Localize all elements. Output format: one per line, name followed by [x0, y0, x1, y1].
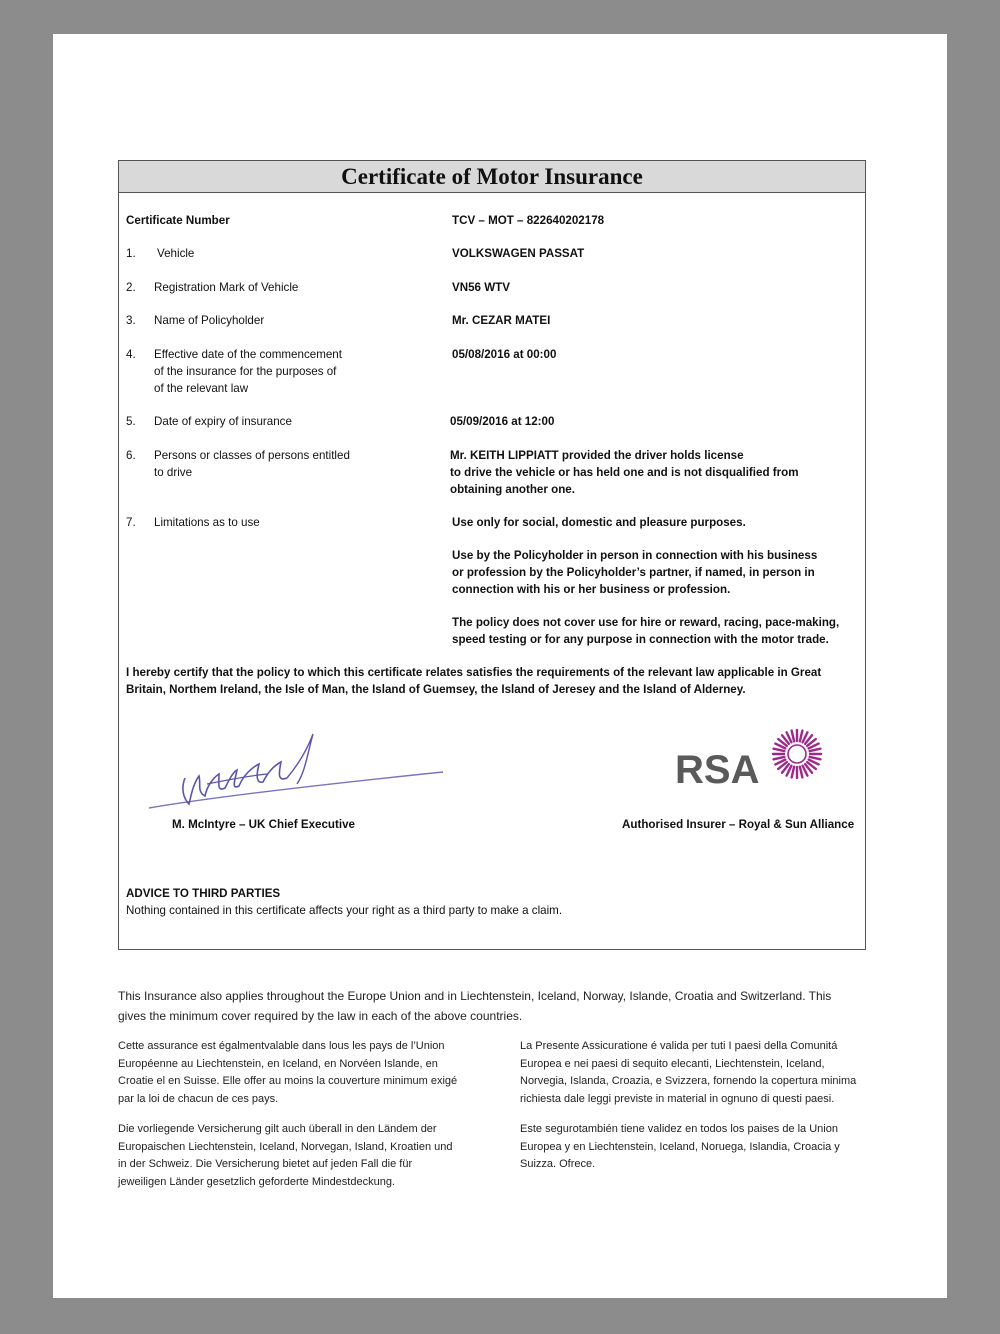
item-value: 05/09/2016 at 12:00: [450, 415, 555, 428]
signature-image: [147, 726, 447, 811]
advice-section: [126, 885, 862, 919]
item-label: Vehicle: [157, 247, 195, 260]
coverage-statement: This Insurance also applies throughout the Europe Union and in Liechtenstein, Iceland, Norway, Islande, Croatia and Switzerland. This gives the minimum cover required by the law in each of the above countries.: [118, 989, 832, 1023]
item-number: 7.: [126, 516, 136, 529]
item-value: Use only for social, domestic and pleasure purposes. Use by the Policyholder in person in connection with his business or profession by the Policyholder’s partner, if named, in person in connection with his or her business or profession. The policy does not cover use for hire or reward, racing, pace-making, speed testing or for any purpose in connection with the motor trade.: [452, 516, 840, 646]
item-number: 2.: [126, 281, 136, 294]
certificate-box: [118, 160, 866, 950]
item-value: Mr. CEZAR MATEI: [452, 314, 551, 327]
translation-italian: La Presente Assicuratione é valida per tuti I paesi della Comunitá Europea e nei paesi di sequito elecanti, Liechtenstein, Iceland, Norvegia, Islanda, Croazia, e Svizzera, fornendo la copertura minima richiesta dale leggi previste in material in ognuno di questi paesi.: [520, 1040, 857, 1105]
item-label: Persons or classes of persons entitled to drive: [154, 449, 350, 479]
item-number: 6.: [126, 449, 136, 462]
item-label: Effective date of the commencement of the insurance for the purposes of of the relevant law: [154, 348, 342, 395]
item-value: VN56 WTV: [452, 281, 510, 294]
item-number: 3.: [126, 314, 136, 327]
item-value: VOLKSWAGEN PASSAT: [452, 247, 585, 260]
insurer-caption: Authorised Insurer – Royal & Sun Alliance: [622, 818, 855, 831]
item-label: Registration Mark of Vehicle: [154, 281, 299, 294]
signatory-caption: M. McIntyre – UK Chief Executive: [172, 818, 355, 831]
item-value: Mr. KEITH LIPPIATT provided the driver holds license to drive the vehicle or has held one and is not disqualified from obtaining another one.: [450, 449, 799, 496]
item-number: 4.: [126, 348, 136, 361]
advice-heading: ADVICE TO THIRD PARTIES: [126, 887, 281, 900]
item-number: 1.: [126, 247, 136, 260]
item-label: Limitations as to use: [154, 516, 260, 529]
rsa-logo-text: RSA: [675, 748, 760, 792]
advice-text: Nothing contained in this certificate affects your right as a third party to make a claim.: [126, 904, 563, 917]
item-label: Date of expiry of insurance: [154, 415, 292, 428]
item-value: 05/08/2016 at 00:00: [452, 348, 557, 361]
certificate-number-label: Certificate Number: [126, 214, 230, 227]
translation-german: Die vorliegende Versicherung gilt auch überall in den Ländem der Europaischen Liechtenstein, Iceland, Norvegan, Island, Kroatien und in der Schweiz. Die Versicherung bietet auf jeden Fall die für jeweiligen Länder gesetzlich geforderte Mindestdeckung.: [118, 1123, 453, 1188]
certification-statement: I hereby certify that the policy to which this certificate relates satisfies the requirements of the relevant law applicable in Great Britain, Northem Ireland, the Isle of Man, the Island of Guemsey, the Island of Jeresey and the Island of Alderney.: [126, 666, 822, 696]
item-number: 5.: [126, 415, 136, 428]
certificate-number-value: TCV – MOT – 822640202178: [452, 214, 605, 227]
item-label: Name of Policyholder: [154, 314, 265, 327]
certificate-title: Certificate of Motor Insurance: [119, 161, 865, 193]
translation-spanish: Este segurotambién tiene validez en todos los paises de la Union Europea y en Liechtenstein, Iceland, Noruega, Islandia, Croacia y Suizza. Ofrece.: [520, 1123, 840, 1170]
translation-french: Cette assurance est égalmentvalable dans lous les pays de l’Union Européenne au Liechtenstein, en Iceland, en Norvéen Islande, en Croatie el en Suisse. Elle offer au moins la couverture minimum exigé par la loi de chacun de ces pays.: [118, 1040, 458, 1105]
document-page: [53, 34, 947, 1298]
